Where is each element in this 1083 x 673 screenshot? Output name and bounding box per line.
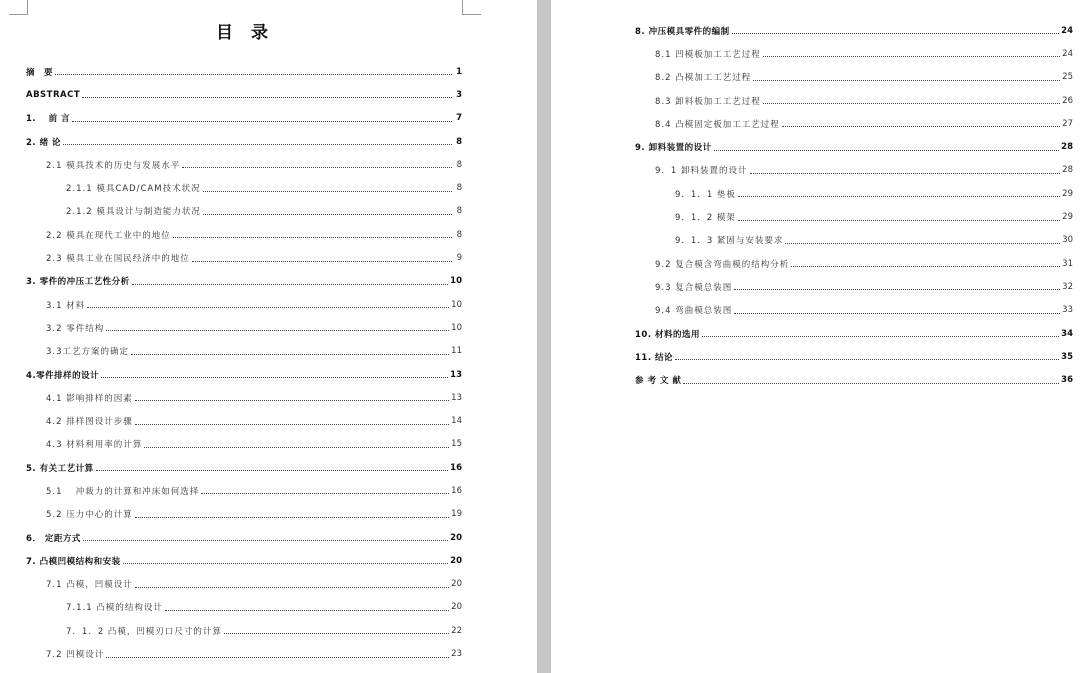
dot-leader	[101, 377, 448, 378]
toc-entry-page-number: 28	[1061, 142, 1073, 153]
toc-entry-page-number: 14	[451, 416, 462, 427]
dot-leader	[135, 517, 449, 518]
toc-entry[interactable]	[635, 135, 1073, 158]
toc-entry-page-number: 20	[451, 602, 462, 613]
toc-entry[interactable]	[635, 89, 1073, 112]
toc-entry-page-number: 33	[1062, 305, 1073, 316]
dot-leader	[72, 121, 452, 122]
toc-entry-text: 9.4 弯曲模总装图	[655, 306, 733, 317]
toc-entry[interactable]	[635, 205, 1073, 228]
toc-entry-page-number: 29	[1062, 188, 1073, 199]
dot-leader	[87, 307, 449, 308]
dot-leader	[82, 97, 452, 98]
dot-leader	[732, 33, 1060, 34]
toc-entry[interactable]	[26, 130, 462, 153]
crop-mark-top-right	[462, 0, 481, 15]
toc-entry-text: 9.3 复合模总装图	[655, 282, 733, 293]
toc-entry-page-number: 15	[451, 439, 462, 450]
toc-entry-page-number: 8	[456, 136, 462, 147]
dot-leader	[763, 103, 1060, 104]
toc-entry-page-number: 23	[451, 649, 462, 660]
toc-entry[interactable]	[26, 503, 462, 526]
toc-entry-text: 5.2 压力中心的计算	[46, 510, 133, 521]
toc-entry-page-number: 16	[450, 462, 462, 473]
toc-entry-page-number: 34	[1061, 328, 1073, 339]
toc-entry[interactable]	[635, 275, 1073, 298]
toc-entry-page-number: 22	[451, 625, 462, 636]
toc-entry-text: 9．1．3 紧固与安装要求	[675, 236, 784, 247]
toc-entry-text: 7.1.1 凸模的结构设计	[66, 603, 163, 614]
crop-mark-top-left	[9, 0, 28, 15]
toc-entry-text: 9. 卸料装置的设计	[635, 143, 712, 154]
toc-entry-page-number: 10	[451, 322, 462, 333]
toc-entry[interactable]	[635, 322, 1073, 345]
toc-entry-page-number: 1	[456, 66, 462, 77]
toc-entry-page-number: 13	[450, 369, 462, 380]
toc-entry[interactable]	[26, 200, 462, 223]
toc-entry-text: 4.3 材料利用率的计算	[46, 440, 143, 451]
toc-entry-page-number: 20	[451, 579, 462, 590]
dot-leader	[203, 191, 452, 192]
toc-entry[interactable]	[26, 549, 462, 572]
toc-entry[interactable]	[26, 107, 462, 130]
toc-entry[interactable]	[26, 316, 462, 339]
toc-entry-text: 4.2 排样图设计步骤	[46, 417, 133, 428]
toc-title: 目 录	[216, 23, 274, 43]
toc-entry-text: 11. 结论	[635, 352, 674, 363]
toc-entry-page-number: 11	[451, 346, 462, 357]
toc-entry[interactable]	[26, 642, 462, 665]
toc-entry[interactable]	[635, 159, 1073, 182]
toc-list-right	[635, 19, 1073, 392]
toc-entry-text: 3.2 零件结构	[46, 323, 105, 334]
dot-leader	[738, 196, 1060, 197]
toc-entry-text: 9.2 复合模含弯曲模的结构分析	[655, 259, 790, 270]
toc-entry-text: 2.1 模具技术的历史与发展水平	[46, 160, 181, 171]
toc-entry[interactable]	[26, 619, 462, 642]
dot-leader	[106, 330, 449, 331]
toc-entry-page-number: 8	[456, 229, 462, 240]
dot-leader	[83, 540, 448, 541]
toc-entry-text: 4.零件排样的设计	[26, 370, 100, 381]
dot-leader	[738, 220, 1060, 221]
dot-leader	[753, 80, 1060, 81]
dot-leader	[224, 633, 449, 634]
toc-entry-text: 9．1 卸料装置的设计	[655, 166, 748, 177]
dot-leader	[714, 150, 1060, 151]
toc-entry-page-number: 27	[1062, 118, 1073, 129]
toc-entry[interactable]	[635, 66, 1073, 89]
dot-leader	[782, 126, 1060, 127]
toc-entry-page-number: 10	[451, 299, 462, 310]
toc-entry-text: 4.1 影响排样的因素	[46, 393, 133, 404]
toc-entry[interactable]	[635, 182, 1073, 205]
toc-entry[interactable]	[26, 293, 462, 316]
toc-entry-text: 8.4 凸模固定板加工工艺过程	[655, 119, 780, 130]
toc-entry-page-number: 24	[1061, 25, 1073, 36]
toc-entry-page-number: 30	[1062, 235, 1073, 246]
dot-leader	[135, 400, 449, 401]
toc-entry-text: 9．1．1 垫板	[675, 189, 736, 200]
toc-entry-page-number: 3	[456, 89, 462, 100]
dot-leader	[192, 261, 452, 262]
toc-entry-text: 7.1 凸模，凹模设计	[46, 580, 133, 591]
toc-entry[interactable]	[26, 596, 462, 619]
toc-entry-text: 2. 绪 论	[26, 137, 62, 148]
toc-entry-page-number: 8	[456, 206, 462, 217]
dot-leader	[173, 237, 452, 238]
dot-leader	[734, 313, 1060, 314]
toc-entry[interactable]	[26, 479, 462, 502]
page-gutter	[537, 0, 551, 673]
dot-leader	[106, 657, 449, 658]
toc-entry-page-number: 35	[1061, 351, 1073, 362]
toc-entry-page-number: 8	[456, 183, 462, 194]
toc-entry[interactable]	[26, 153, 462, 176]
toc-entry-text: 5. 有关工艺计算	[26, 463, 94, 474]
toc-entry-text: 8. 冲压模具零件的编制	[635, 26, 730, 37]
toc-entry-text: 5.1 冲裁力的计算和冲床如何选择	[46, 486, 200, 497]
toc-entry[interactable]	[26, 363, 462, 386]
toc-list-left	[26, 60, 462, 666]
toc-entry[interactable]	[26, 246, 462, 269]
toc-entry-text: 3. 零件的冲压工艺性分析	[26, 277, 130, 288]
toc-entry-page-number: 9	[456, 253, 462, 264]
toc-entry[interactable]	[635, 252, 1073, 275]
toc-entry-text: 2.3 模具工业在国民经济中的地位	[46, 254, 190, 265]
toc-entry-page-number: 10	[450, 276, 462, 287]
toc-entry-text: 9．1．2 模架	[675, 213, 736, 224]
toc-entry-text: 7.2 凹模设计	[46, 650, 105, 661]
dot-leader	[132, 284, 449, 285]
toc-entry[interactable]	[26, 176, 462, 199]
toc-entry[interactable]	[635, 345, 1073, 368]
dot-leader	[96, 470, 449, 471]
toc-entry[interactable]	[26, 573, 462, 596]
dot-leader	[182, 167, 452, 168]
dot-leader	[165, 610, 449, 611]
toc-entry-page-number: 29	[1062, 212, 1073, 223]
toc-entry-page-number: 26	[1062, 95, 1073, 106]
toc-entry-page-number: 19	[451, 509, 462, 520]
dot-leader	[144, 447, 449, 448]
toc-entry-page-number: 20	[450, 532, 462, 543]
toc-entry[interactable]	[635, 19, 1073, 42]
toc-entry-page-number: 7	[456, 113, 462, 124]
toc-entry-text: 2.2 模具在现代工业中的地位	[46, 230, 171, 241]
toc-entry-page-number: 32	[1062, 281, 1073, 292]
toc-entry-text: 8.3 卸料板加工工艺过程	[655, 96, 761, 107]
toc-entry[interactable]	[635, 229, 1073, 252]
toc-entry-text: 3.3工艺方案的确定	[46, 347, 130, 358]
toc-entry-page-number: 24	[1062, 48, 1073, 59]
dot-leader	[131, 354, 449, 355]
toc-entry[interactable]	[26, 270, 462, 293]
toc-entry-text: 3.1 材料	[46, 300, 86, 311]
toc-entry-text: 参 考 文 献	[635, 376, 682, 387]
toc-entry[interactable]	[635, 299, 1073, 322]
dot-leader	[675, 359, 1059, 360]
dot-leader	[791, 266, 1060, 267]
dot-leader	[63, 144, 452, 145]
dot-leader	[135, 587, 449, 588]
dot-leader	[123, 563, 449, 564]
toc-entry-text: 7. 凸模凹模结构和安装	[26, 556, 121, 567]
toc-entry-page-number: 13	[451, 392, 462, 403]
toc-entry-text: 8.1 凹模板加工工艺过程	[655, 49, 761, 60]
toc-entry[interactable]	[26, 340, 462, 363]
dot-leader	[201, 493, 449, 494]
toc-entry-text: 8.2 凸模加工工艺过程	[655, 73, 752, 84]
toc-entry[interactable]	[635, 368, 1073, 391]
toc-entry-text: 2.1.2 模具设计与制造能力状况	[66, 207, 201, 218]
dot-leader	[683, 383, 1059, 384]
toc-entry[interactable]	[26, 386, 462, 409]
toc-entry-page-number: 36	[1061, 375, 1073, 386]
dot-leader	[702, 336, 1059, 337]
toc-entry-text: 2.1.1 模具CAD/CAM技术状况	[66, 184, 201, 195]
toc-entry[interactable]	[26, 526, 462, 549]
toc-entry[interactable]	[26, 223, 462, 246]
toc-entry-page-number: 8	[456, 159, 462, 170]
dot-leader	[750, 173, 1061, 174]
toc-entry-text: 7．1．2 凸模，凹模刃口尺寸的计算	[66, 626, 222, 637]
dot-leader	[785, 243, 1060, 244]
toc-entry-page-number: 28	[1062, 165, 1073, 176]
toc-entry[interactable]	[635, 42, 1073, 65]
toc-entry[interactable]	[26, 456, 462, 479]
toc-entry-page-number: 31	[1062, 258, 1073, 269]
toc-entry-page-number: 25	[1062, 72, 1073, 83]
toc-entry-text: ABSTRACT	[26, 89, 81, 100]
dot-leader	[135, 424, 449, 425]
toc-entry-text: 6． 定距方式	[26, 533, 81, 544]
dot-leader	[763, 56, 1060, 57]
toc-entry-page-number: 16	[451, 485, 462, 496]
toc-entry-text: 10. 材料的选用	[635, 329, 701, 340]
dot-leader	[55, 74, 452, 75]
toc-entry-text: 摘 要	[26, 67, 54, 78]
toc-entry[interactable]	[26, 83, 462, 106]
right-page	[551, 0, 1083, 673]
dot-leader	[203, 214, 452, 215]
toc-entry[interactable]	[635, 112, 1073, 135]
left-page	[0, 0, 537, 673]
toc-entry-page-number: 20	[450, 555, 462, 566]
toc-entry[interactable]	[26, 60, 462, 83]
dot-leader	[734, 289, 1060, 290]
toc-entry[interactable]	[26, 433, 462, 456]
toc-entry[interactable]	[26, 409, 462, 432]
toc-entry-text: 1. 前 言	[26, 114, 71, 125]
